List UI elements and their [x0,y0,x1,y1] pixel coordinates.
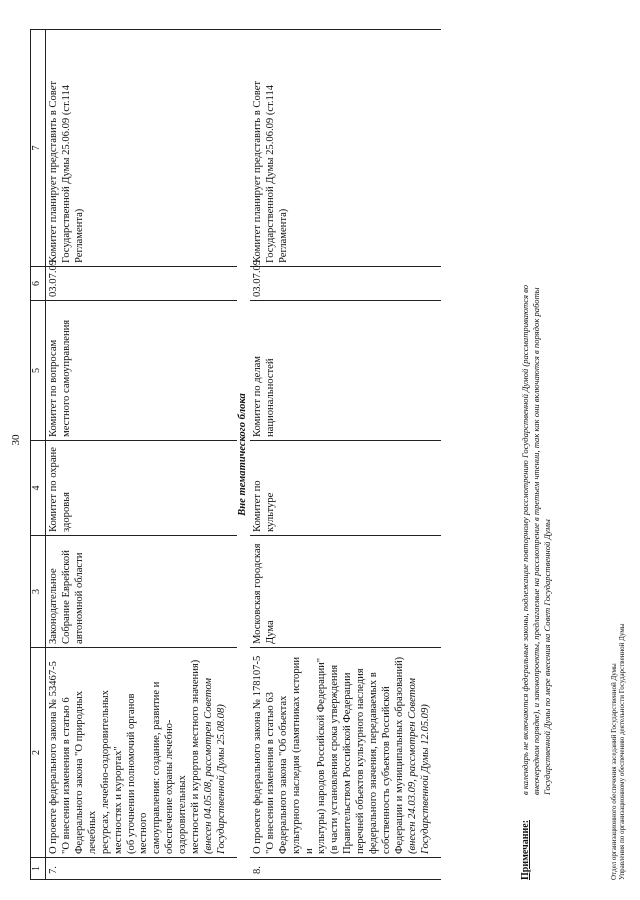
row-note: Комитет планирует представить в Совет Государственной Думы 25.06.09 (ст.114 Регламента) [250,30,441,267]
footer-line: Управления по организационному обеспечению деятельности Государственной Думы [618,623,627,880]
deadline-date: 03.07.09 [46,267,237,301]
page-number: 30 [10,434,22,446]
bill-author: Законодательное Собрание Еврейской автономной области [46,536,237,648]
deadline-date: 03.07.09 [250,267,441,301]
column-header: 1 [31,858,46,880]
note-text: в календарь не включаются федеральные законы, подлежащие повторному рассмотрению Государственной Думой (рассматриваются во внеочередном порядке), и законопроекты, предлагаемые на рассмотрение в третьем чтении, так как они включаются в порядок работы Государственной Думы по мере внесения на Совет Государственной Думы [520,284,553,795]
bill-description [46,648,237,858]
department-footer [610,624,627,880]
section-divider-row [237,30,250,880]
column-header: 3 [31,536,46,648]
note-label: Примечание: [520,819,531,880]
column-header: 2 [31,648,46,858]
lead-committee: Комитет по культуре [250,441,441,536]
footer-line: Отдел организационного обеспечения заседаний Государственной Думы [610,663,618,880]
column-header: 4 [31,441,46,536]
lead-committee: Комитет по охране здоровья [46,441,237,536]
table-row [46,30,237,880]
row-number: 8. [250,858,441,880]
bill-author: Московская городская Дума [250,536,441,648]
bill-description [250,648,441,858]
co-committee: Комитет по вопросам местного самоуправления [46,301,237,441]
row-number: 7. [46,858,237,880]
bill-title: О проекте федерального закона № 53467-5 "О внесении изменения в статью 6 Федерального закона "О природных лечебных ресурсах, лечебно-оздоровительных местностях и курортах" (об уточнении полномочий органов местного самоуправления: создание, развитие и обеспечение охраны лечебно-оздоровительных местностей и курортов местного значения) [48,659,202,854]
column-header: 5 [31,301,46,441]
column-header: 7 [31,30,46,267]
row-note: Комитет планирует представить в Совет Государственной Думы 25.06.09 (ст.114 Регламента) [46,30,237,267]
table-row [250,30,441,880]
bill-status: (внесен 04.05.08, рассмотрен Советом Государственной Думы 25.08.08) [203,678,227,854]
legislation-table [30,29,441,880]
block-title: Вне тематического блока [236,393,248,516]
bill-title: О проекте федерального закона № 178107-5 "О внесении изменения в статью 63 Федерального закона "Об объектах культурного наследия (памятниках истории и культуры) народов Российской Федерации" (в части установления срока утверждения Правительством Российской Федерации перечней объектов культурного наследия федерального значения, передаваемых в собственность субъектов Российской Федерации и муниципальных образований) [251,655,405,854]
bill-status: (внесен 24.03.09, рассмотрен Советом Государственной Думы 12.05.09) [406,678,431,854]
column-number-header [31,30,46,880]
co-committee: Комитет по делам национальностей [250,301,441,441]
column-header: 6 [31,267,46,301]
